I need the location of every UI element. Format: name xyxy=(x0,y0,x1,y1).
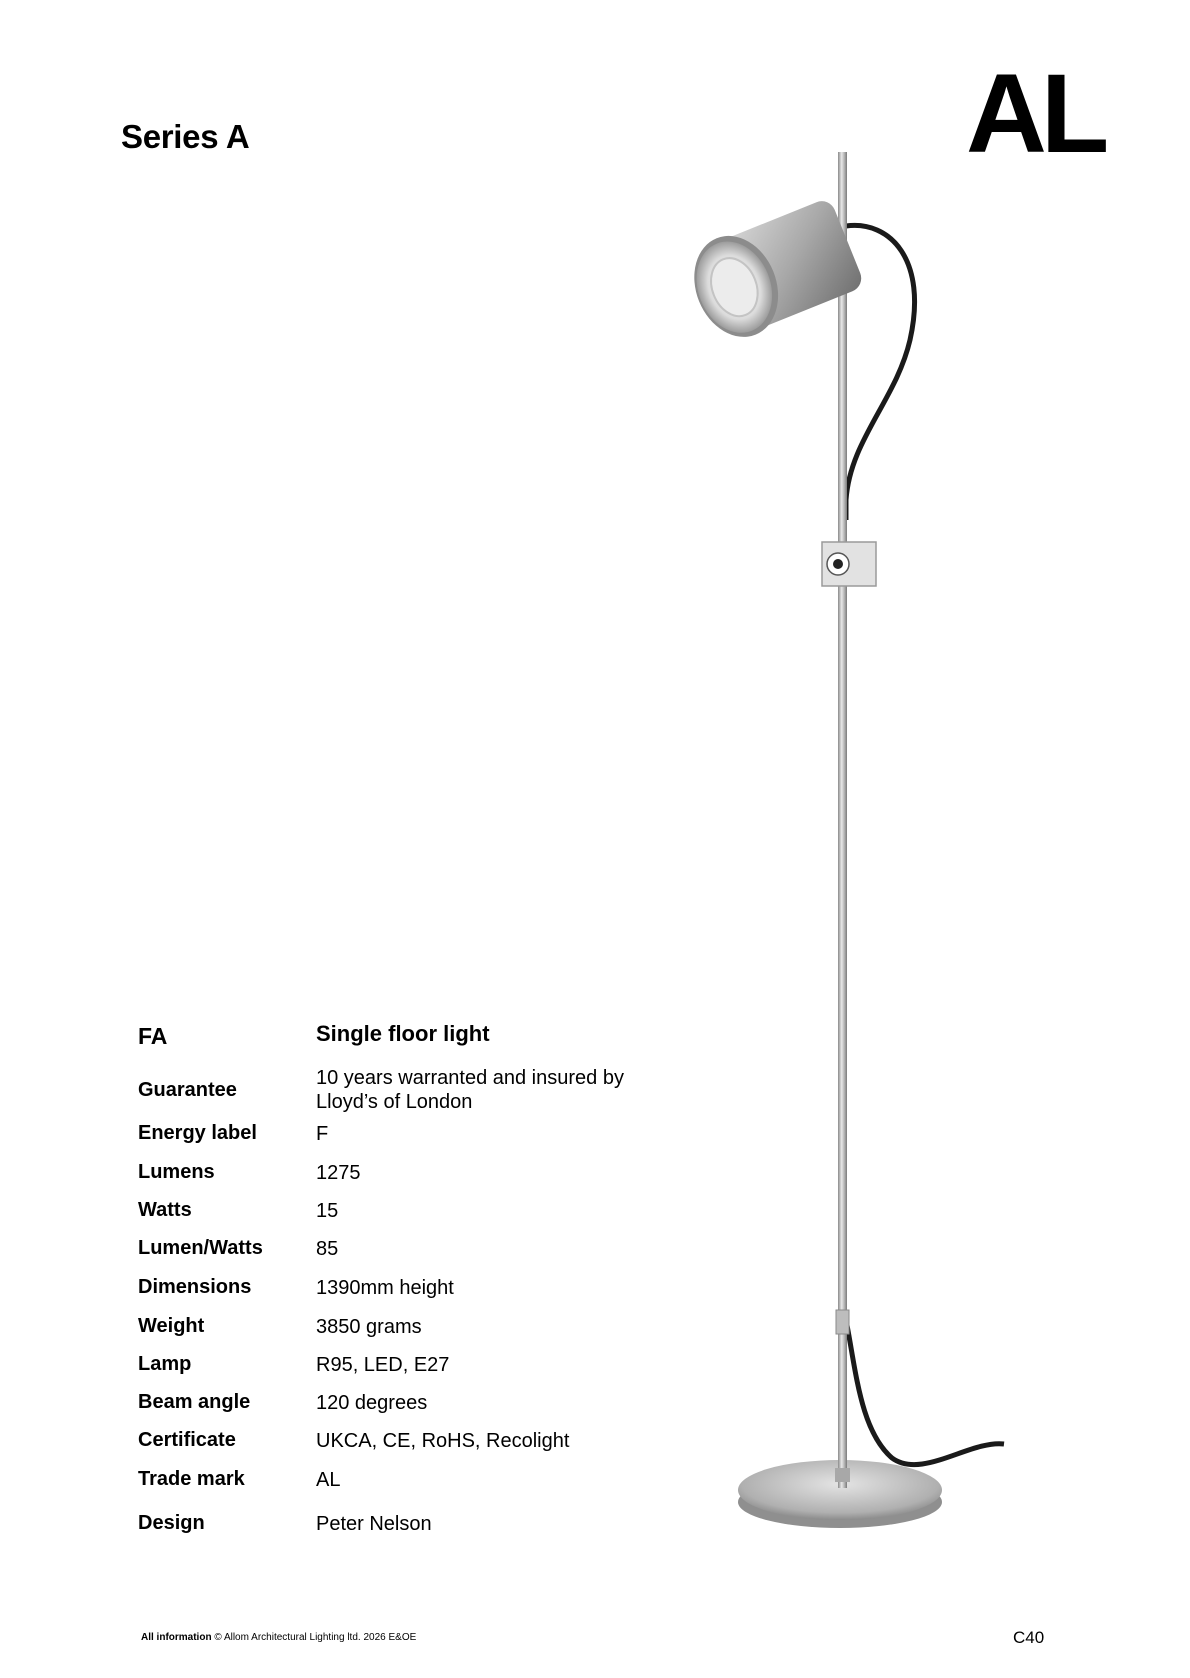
spec-value-guarantee: 10 years warranted and insured by Lloyd’s of London xyxy=(316,1067,624,1113)
spec-value-lamp: R95, LED, E27 xyxy=(316,1354,450,1376)
spec-label-energy: Energy label xyxy=(138,1122,257,1144)
spec-value-certificate: UKCA, CE, RoHS, Recolight xyxy=(316,1430,570,1452)
spec-label-weight: Weight xyxy=(138,1315,205,1337)
spec-value-beam-angle: 120 degrees xyxy=(316,1392,428,1414)
floor-lamp-icon xyxy=(660,140,1020,1580)
spec-label-trade-mark: Trade mark xyxy=(138,1468,245,1490)
series-title: Series A xyxy=(121,118,250,155)
spec-label-lumens: Lumens xyxy=(138,1161,215,1183)
product-name: Single floor light xyxy=(316,1021,490,1046)
spec-label-design: Design xyxy=(138,1512,205,1534)
spec-label-dimensions: Dimensions xyxy=(138,1276,252,1298)
spec-value-lumens: 1275 xyxy=(316,1162,361,1184)
spec-value-weight: 3850 grams xyxy=(316,1316,422,1338)
spec-value-watts: 15 xyxy=(316,1200,339,1222)
spec-value-trade-mark: AL xyxy=(316,1469,341,1491)
spec-label-lamp: Lamp xyxy=(138,1353,192,1375)
spec-label-guarantee: Guarantee xyxy=(138,1079,237,1101)
spec-value-lumen-watts: 85 xyxy=(316,1238,339,1260)
spec-value-energy: F xyxy=(316,1123,329,1145)
footer-note xyxy=(141,1632,416,1643)
product-code: FA xyxy=(138,1023,168,1049)
spec-label-beam-angle: Beam angle xyxy=(138,1391,251,1413)
footer-note-bold: All information xyxy=(141,1632,212,1643)
spec-label-certificate: Certificate xyxy=(138,1429,236,1451)
brand-logo: AL xyxy=(966,51,1104,176)
footer-note-text: © Allom Architectural Lighting ltd. 2026 E&OE xyxy=(214,1632,417,1643)
spec-label-watts: Watts xyxy=(138,1199,192,1221)
spec-label-lumen-watts: Lumen/Watts xyxy=(138,1237,263,1259)
spec-value-dimensions: 1390mm height xyxy=(316,1277,454,1299)
page-number: C40 xyxy=(1013,1628,1045,1647)
spec-value-design: Peter Nelson xyxy=(316,1513,432,1535)
